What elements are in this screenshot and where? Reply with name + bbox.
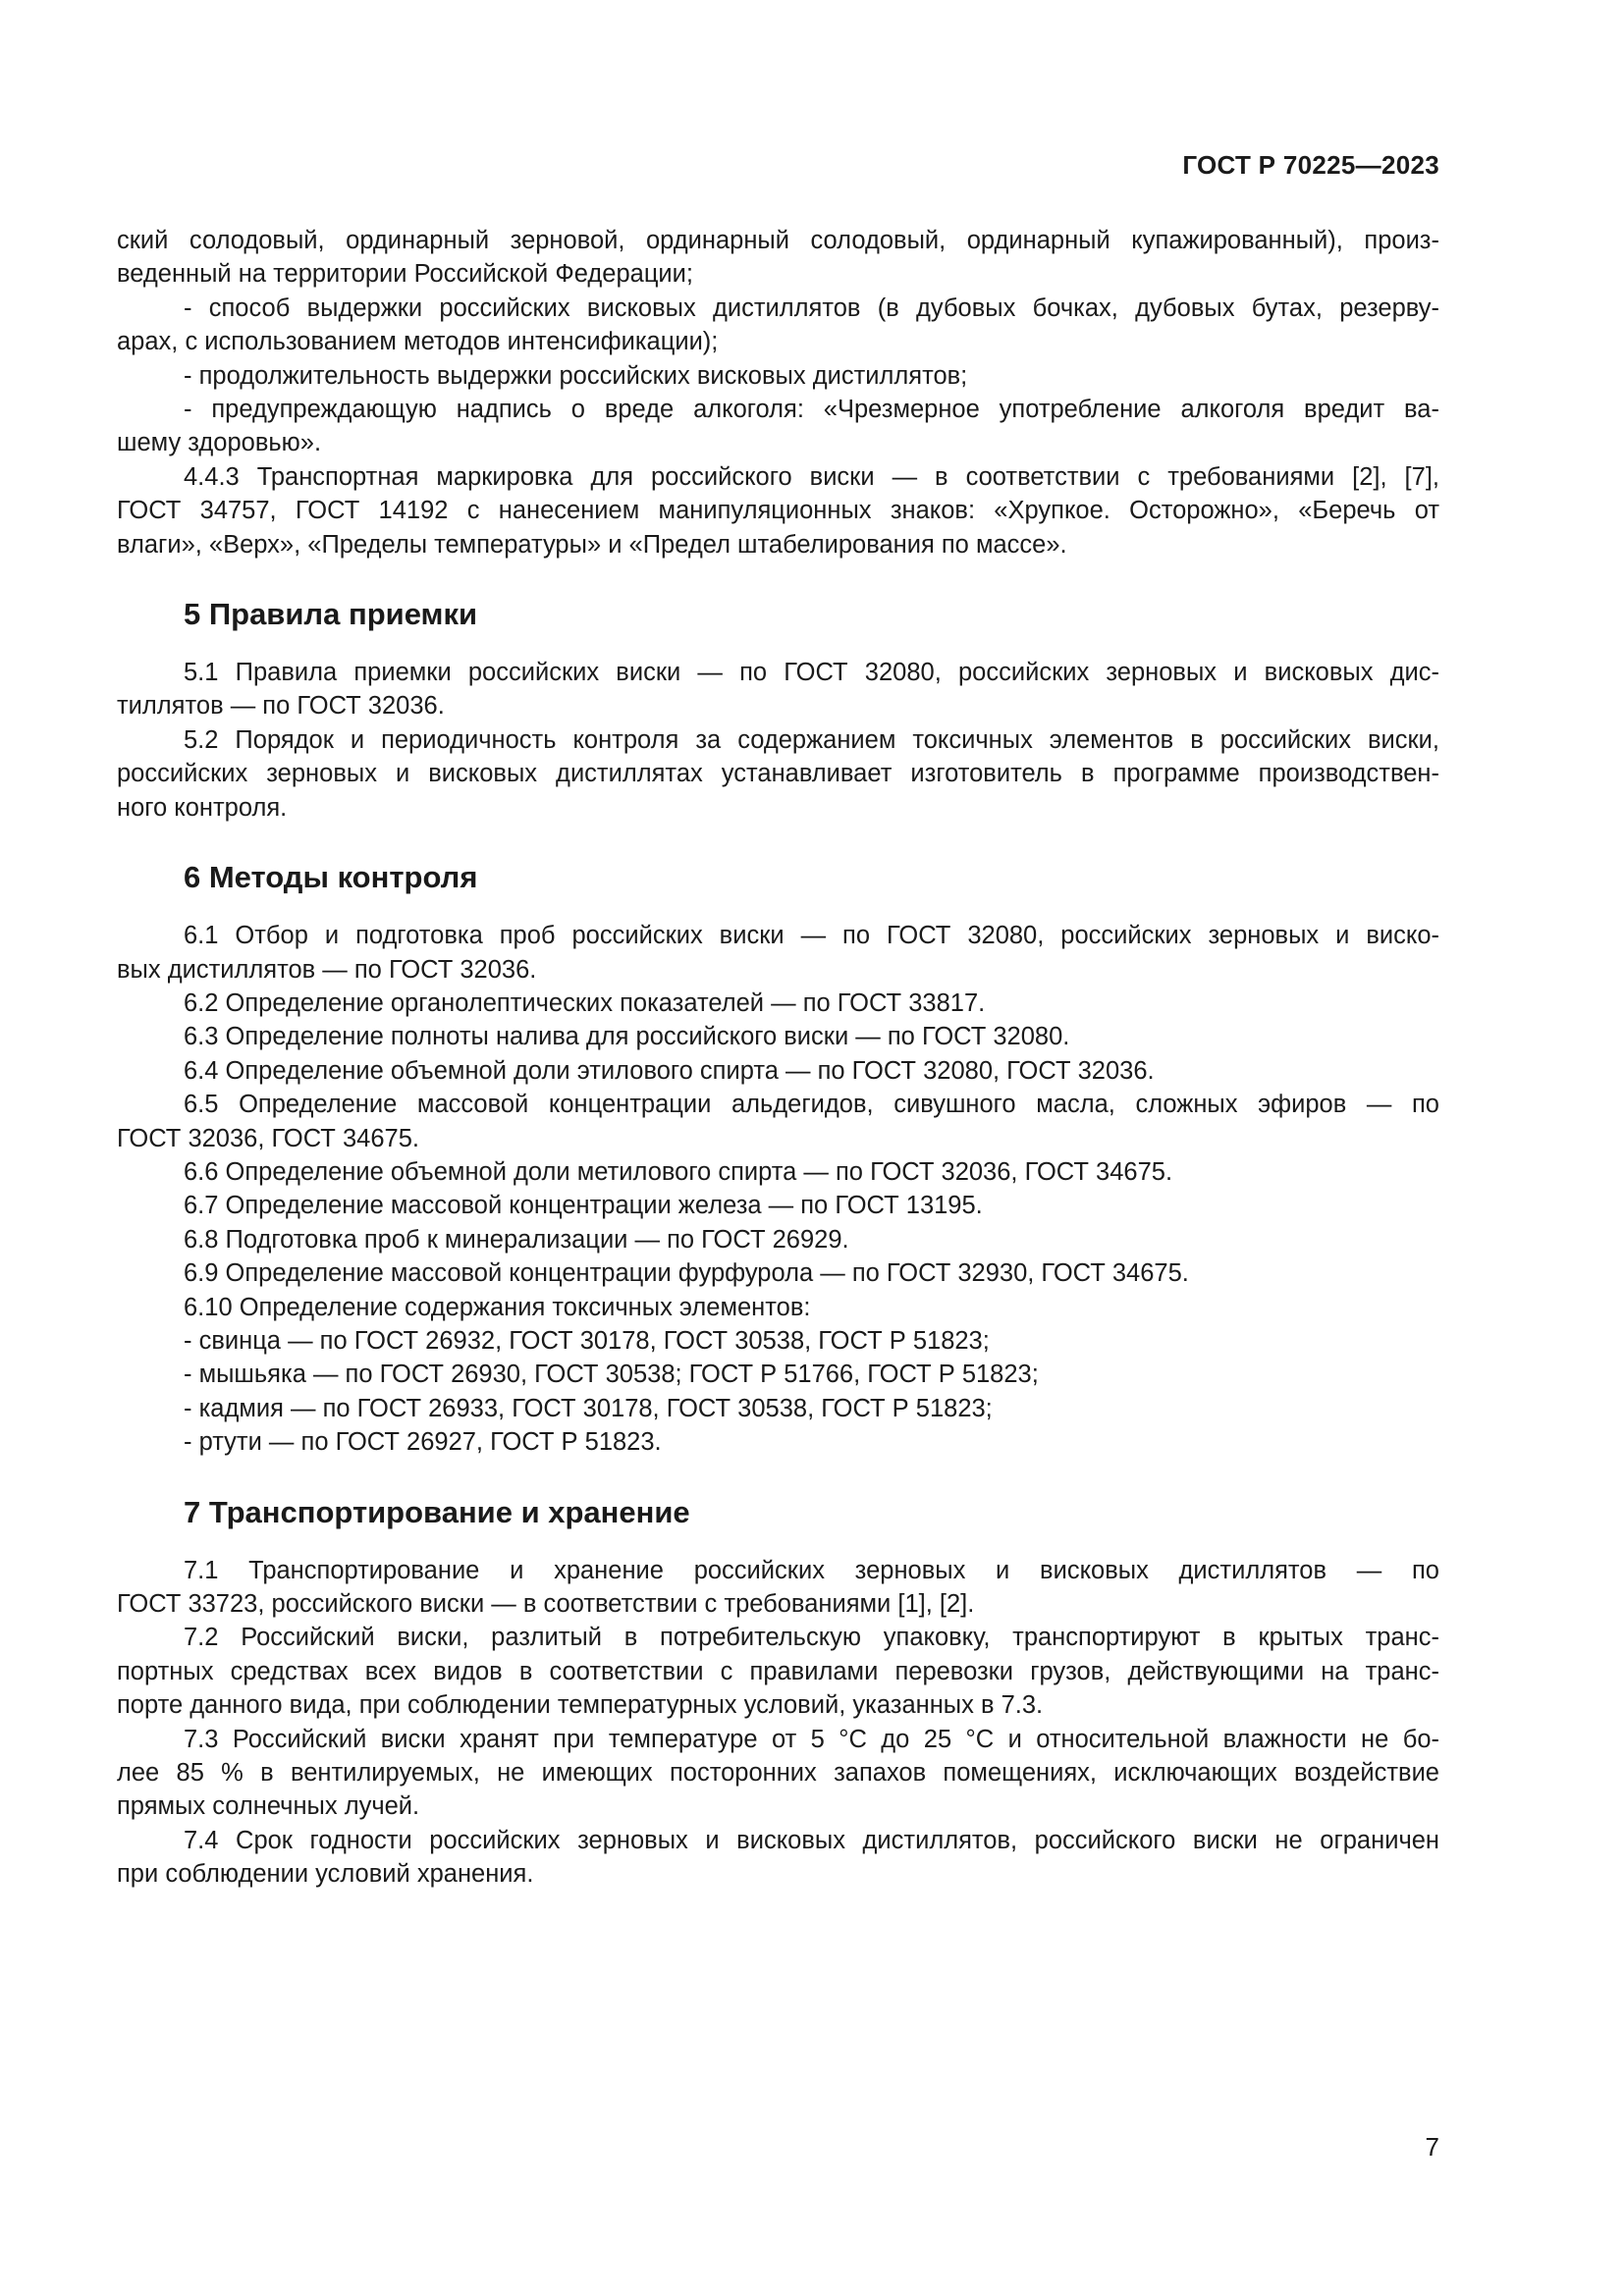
paragraph-5-2: российских зерновых и висковых дистиллятах устанавливает изготовитель в программе производствен- xyxy=(117,760,1439,788)
paragraph-6-2: 6.2 Определение органолептических показателей — по ГОСТ 33817. xyxy=(184,988,986,1017)
paragraph-7-2: 7.2 Российский виски, разлитый в потребительскую упаковку, транспортируют в крытых транс- xyxy=(184,1624,1439,1652)
paragraph-4-4-3: 4.4.3 Транспортная маркировка для российского виски — в соответствии с требованиями [2], [7], xyxy=(184,462,1439,491)
section-6-heading: 6 Методы контроля xyxy=(184,860,478,895)
bullet-line: арах, с использованием методов интенсификации); xyxy=(117,328,719,356)
paragraph-6-5: ГОСТ 32036, ГОСТ 34675. xyxy=(117,1124,419,1152)
page-number: 7 xyxy=(1425,2132,1439,2162)
paragraph-6-4: 6.4 Определение объемной доли этилового спирта — по ГОСТ 32080, ГОСТ 32036. xyxy=(184,1056,1155,1085)
paragraph-5-1: 5.1 Правила приемки российских виски — по ГОСТ 32080, российских зерновых и висковых дис- xyxy=(184,659,1439,687)
paragraph-6-8: 6.8 Подготовка проб к минерализации — по ГОСТ 26929. xyxy=(184,1225,849,1254)
intro-line: веденный на территории Российской Федерации; xyxy=(117,260,693,289)
paragraph-5-2: 5.2 Порядок и периодичность контроля за содержанием токсичных элементов в российских виски, xyxy=(184,725,1439,754)
paragraph-6-10: 6.10 Определение содержания токсичных элементов: xyxy=(184,1293,811,1321)
paragraph-6-6: 6.6 Определение объемной доли метилового спирта — по ГОСТ 32036, ГОСТ 34675. xyxy=(184,1157,1173,1186)
bullet-line: - продолжительность выдержки российских висковых дистиллятов; xyxy=(184,361,968,390)
list-item: - мышьяка — по ГОСТ 26930, ГОСТ 30538; ГОСТ Р 51766, ГОСТ Р 51823; xyxy=(184,1361,1039,1389)
paragraph-6-9: 6.9 Определение массовой концентрации фурфурола — по ГОСТ 32930, ГОСТ 34675. xyxy=(184,1259,1189,1288)
paragraph-7-3: 7.3 Российский виски хранят при температуре от 5 °С до 25 °С и относительной влажности не бо- xyxy=(184,1725,1439,1753)
paragraph-7-1: 7.1 Транспортирование и хранение российских зерновых и висковых дистиллятов — по xyxy=(184,1556,1439,1584)
paragraph-6-7: 6.7 Определение массовой концентрации железа — по ГОСТ 13195. xyxy=(184,1192,983,1220)
paragraph-4-4-3: ГОСТ 34757, ГОСТ 14192 с нанесением манипуляционных знаков: «Хрупкое. Осторожно», «Беречь от xyxy=(117,497,1439,525)
paragraph-5-1: тиллятов — по ГОСТ 32036. xyxy=(117,692,445,721)
paragraph-7-2: портных средствах всех видов в соответствии с правилами перевозки грузов, действующими на транс- xyxy=(117,1657,1439,1685)
paragraph-7-3: лее 85 % в вентилируемых, не имеющих посторонних запахов помещениях, исключающих воздействие xyxy=(117,1759,1439,1788)
paragraph-4-4-3: влаги», «Верх», «Пределы температуры» и «Предел штабелирования по массе». xyxy=(117,530,1067,559)
bullet-line: - способ выдержки российских висковых дистиллятов (в дубовых бочках, дубовых бутах, резерву- xyxy=(184,294,1439,322)
list-item: - свинца — по ГОСТ 26932, ГОСТ 30178, ГОСТ 30538, ГОСТ Р 51823; xyxy=(184,1326,990,1355)
paragraph-7-4: 7.4 Срок годности российских зерновых и висковых дистиллятов, российского виски не ограничен xyxy=(184,1826,1439,1854)
list-item: - кадмия — по ГОСТ 26933, ГОСТ 30178, ГОСТ 30538, ГОСТ Р 51823; xyxy=(184,1394,993,1422)
paragraph-6-1: 6.1 Отбор и подготовка проб российских виски — по ГОСТ 32080, российских зерновых и виско- xyxy=(184,922,1439,950)
list-item: - ртути — по ГОСТ 26927, ГОСТ Р 51823. xyxy=(184,1428,662,1457)
paragraph-7-4: при соблюдении условий хранения. xyxy=(117,1860,534,1889)
paragraph-6-1: вых дистиллятов — по ГОСТ 32036. xyxy=(117,955,537,984)
paragraph-7-1: ГОСТ 33723, российского виски — в соответствии с требованиями [1], [2]. xyxy=(117,1590,975,1618)
paragraph-6-5: 6.5 Определение массовой концентрации альдегидов, сивушного масла, сложных эфиров — по xyxy=(184,1091,1439,1119)
section-7-heading: 7 Транспортирование и хранение xyxy=(184,1494,690,1529)
document-id: ГОСТ Р 70225—2023 xyxy=(1182,150,1439,180)
bullet-line: шему здоровью». xyxy=(117,429,322,457)
section-5-heading: 5 Правила приемки xyxy=(184,597,478,632)
intro-line: ский солодовый, ординарный зерновой, ординарный солодовый, ординарный купажированный), произ- xyxy=(117,227,1439,254)
toxic-elements-list xyxy=(117,1324,1439,1460)
bullet-line: - предупреждающую надпись о вреде алкоголя: «Чрезмерное употребление алкоголя вредит ва- xyxy=(184,396,1439,424)
paragraph-6-3: 6.3 Определение полноты налива для российского виски — по ГОСТ 32080. xyxy=(184,1023,1070,1051)
paragraph-7-3: прямых солнечных лучей. xyxy=(117,1792,420,1821)
document-body xyxy=(117,224,1439,1892)
paragraph-5-2: ного контроля. xyxy=(117,793,288,822)
paragraph-7-2: порте данного вида, при соблюдении температурных условий, указанных в 7.3. xyxy=(117,1691,1044,1720)
